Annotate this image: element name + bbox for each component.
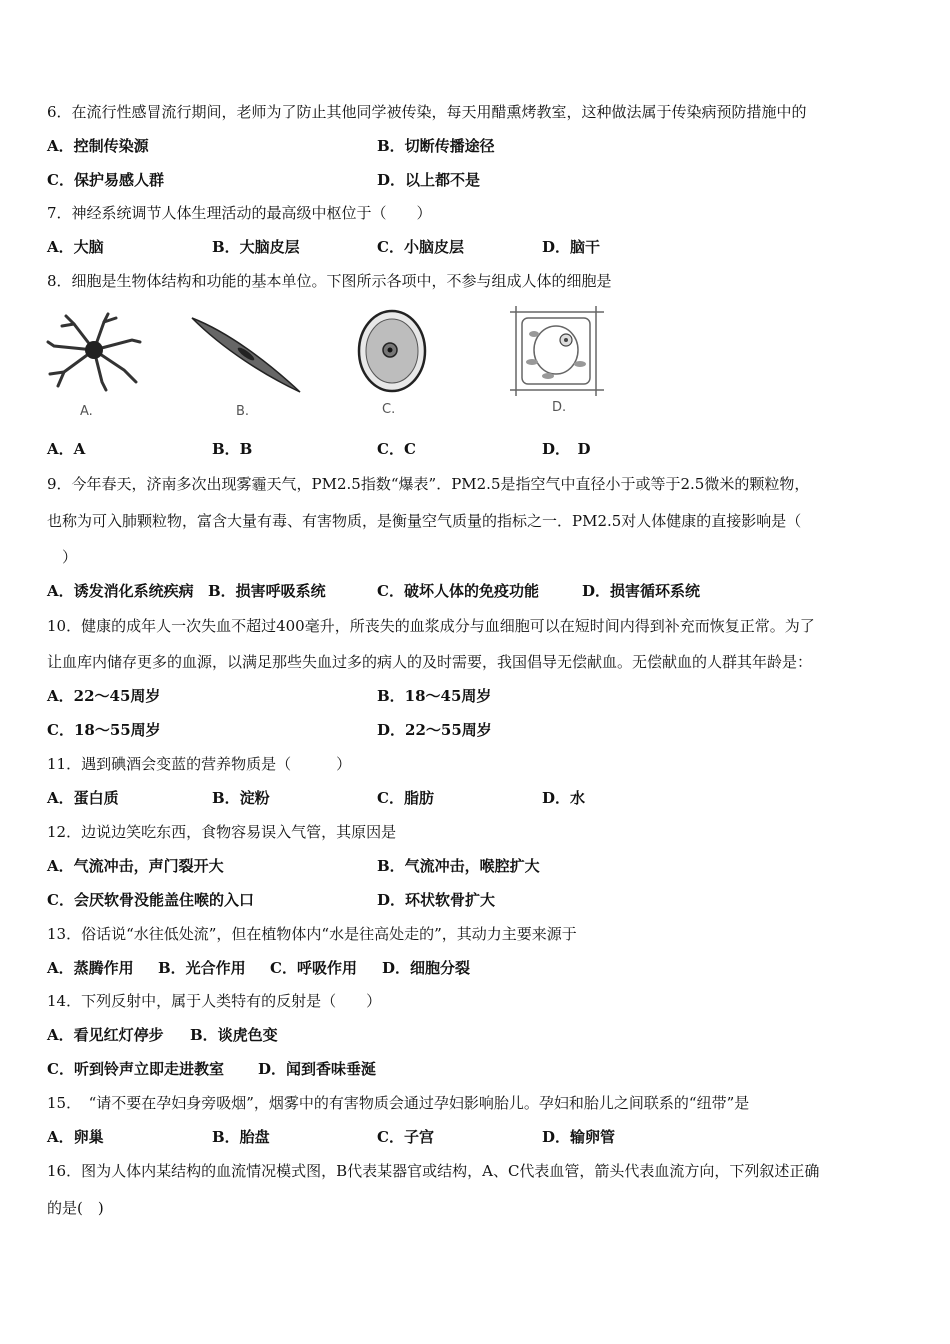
q11-option-d: D．水 — [542, 789, 586, 807]
q13-stem: 13．俗话说“水往低处流”，但在植物体内“水是往高处走的”，其动力主要来源于 — [47, 925, 577, 943]
q12-stem: 12．边说边笑吃东西，食物容易误入气管，其原因是 — [47, 823, 397, 841]
q7-option-d: D．脑干 — [542, 238, 601, 256]
q10-option-a: A．22～45周岁 — [47, 687, 161, 705]
q7-option-a: A．大脑 — [47, 238, 104, 256]
q12-option-c: C．会厌软骨没能盖住喉的入口 — [47, 891, 254, 909]
q15-option-b: B．胎盘 — [212, 1128, 270, 1146]
q8-option-a: A．A — [47, 440, 86, 458]
q6-option-c: C．保护易感人群 — [47, 171, 164, 189]
q13-option-c: C．呼吸作用 — [270, 959, 357, 977]
q8-stem: 8．细胞是生物体结构和功能的基本单位。下图所示各项中，不参与组成人体的细胞是 — [47, 272, 612, 290]
figure-label-d: D. — [552, 400, 567, 415]
q14-option-a: A．看见红灯停步 — [47, 1026, 164, 1044]
q9-stem-line-3: ） — [47, 548, 78, 566]
muscle-cell-figure — [188, 312, 304, 396]
q8-option-d: D． D — [542, 440, 591, 458]
q14-option-c: C．听到铃声立即走进教室 — [47, 1060, 224, 1078]
q10-stem-line-1: 10．健康的成年人一次失血不超过400毫升，所丧失的血浆成分与血细胞可以在短时间内得到补充而恢复正常。为了 — [47, 617, 815, 635]
q14-option-b: B．谈虎色变 — [190, 1026, 278, 1044]
q10-option-c: C．18～55周岁 — [47, 721, 161, 739]
q8-option-c: C．C — [377, 440, 416, 458]
q12-option-b: B．气流冲击，喉腔扩大 — [377, 857, 540, 875]
q15-option-a: A．卵巢 — [47, 1128, 104, 1146]
q7-option-c: C．小脑皮层 — [377, 238, 464, 256]
egg-cell-figure — [356, 308, 428, 394]
q10-option-b: B．18～45周岁 — [377, 687, 492, 705]
q10-option-d: D．22～55周岁 — [377, 721, 492, 739]
q13-option-a: A．蒸腾作用 — [47, 959, 134, 977]
q11-option-c: C．脂肪 — [377, 789, 434, 807]
q6-option-b: B．切断传播途径 — [377, 137, 495, 155]
figure-label-b: B. — [236, 404, 250, 419]
q9-option-c: C．破坏人体的免疫功能 — [377, 582, 539, 600]
q14-stem: 14．下列反射中，属于人类特有的反射是（ ） — [47, 992, 382, 1010]
q15-stem: 15． “请不要在孕妇身旁吸烟”，烟雾中的有害物质会通过孕妇影响胎儿。孕妇和胎儿之间联系的“纽带”是 — [47, 1094, 750, 1112]
plant-cell-figure — [508, 306, 604, 396]
q15-option-d: D．输卵管 — [542, 1128, 616, 1146]
q9-option-a: A．诱发消化系统疾病 — [47, 582, 194, 600]
figure-label-c: C. — [382, 402, 396, 417]
q6-option-d: D．以上都不是 — [377, 171, 481, 189]
q16-stem-line-2: 的是( ) — [47, 1199, 104, 1217]
q14-option-d: D．闻到香味垂涎 — [258, 1060, 377, 1078]
q9-option-b: B．损害呼吸系统 — [208, 582, 326, 600]
q6-option-a: A．控制传染源 — [47, 137, 149, 155]
neuron-figure — [44, 312, 144, 392]
figure-label-a: A. — [80, 404, 93, 419]
q8-option-b: B．B — [212, 440, 253, 458]
q12-option-a: A．气流冲击，声门裂开大 — [47, 857, 224, 875]
q9-stem-line-1: 9．今年春天，济南多次出现雾霾天气，PM2.5指数“爆表”．PM2.5是指空气中直径小于或等于2.5微米的颗粒物， — [47, 475, 810, 493]
q9-stem-line-2: 也称为可入肺颗粒物，富含大量有毒、有害物质，是衡量空气质量的指标之一．PM2.5对人体健康的直接影响是（ — [47, 512, 802, 530]
q16-stem-line-1: 16．图为人体内某结构的血流情况模式图，B代表某器官或结构，A、C代表血管，箭头代表血流方向，下列叙述正确 — [47, 1162, 820, 1180]
q11-stem: 11．遇到碘酒会变蓝的营养物质是（ ） — [47, 755, 352, 773]
q7-option-b: B．大脑皮层 — [212, 238, 300, 256]
q12-option-d: D．环状软骨扩大 — [377, 891, 496, 909]
q13-option-d: D．细胞分裂 — [382, 959, 471, 977]
q9-option-d: D．损害循环系统 — [582, 582, 701, 600]
q7-stem: 7．神经系统调节人体生理活动的最高级中枢位于（ ） — [47, 204, 432, 222]
q13-option-b: B．光合作用 — [158, 959, 246, 977]
q11-option-b: B．淀粉 — [212, 789, 270, 807]
q15-option-c: C．子宫 — [377, 1128, 434, 1146]
q6-stem: 6．在流行性感冒流行期间，老师为了防止其他同学被传染，每天用醋熏烤教室，这种做法属于传染病预防措施中的 — [47, 103, 807, 121]
q11-option-a: A．蛋白质 — [47, 789, 119, 807]
q10-stem-line-2: 让血库内储存更多的血源，以满足那些失血过多的病人的及时需要，我国倡导无偿献血。无偿献血的人群其年龄是： — [47, 653, 813, 671]
